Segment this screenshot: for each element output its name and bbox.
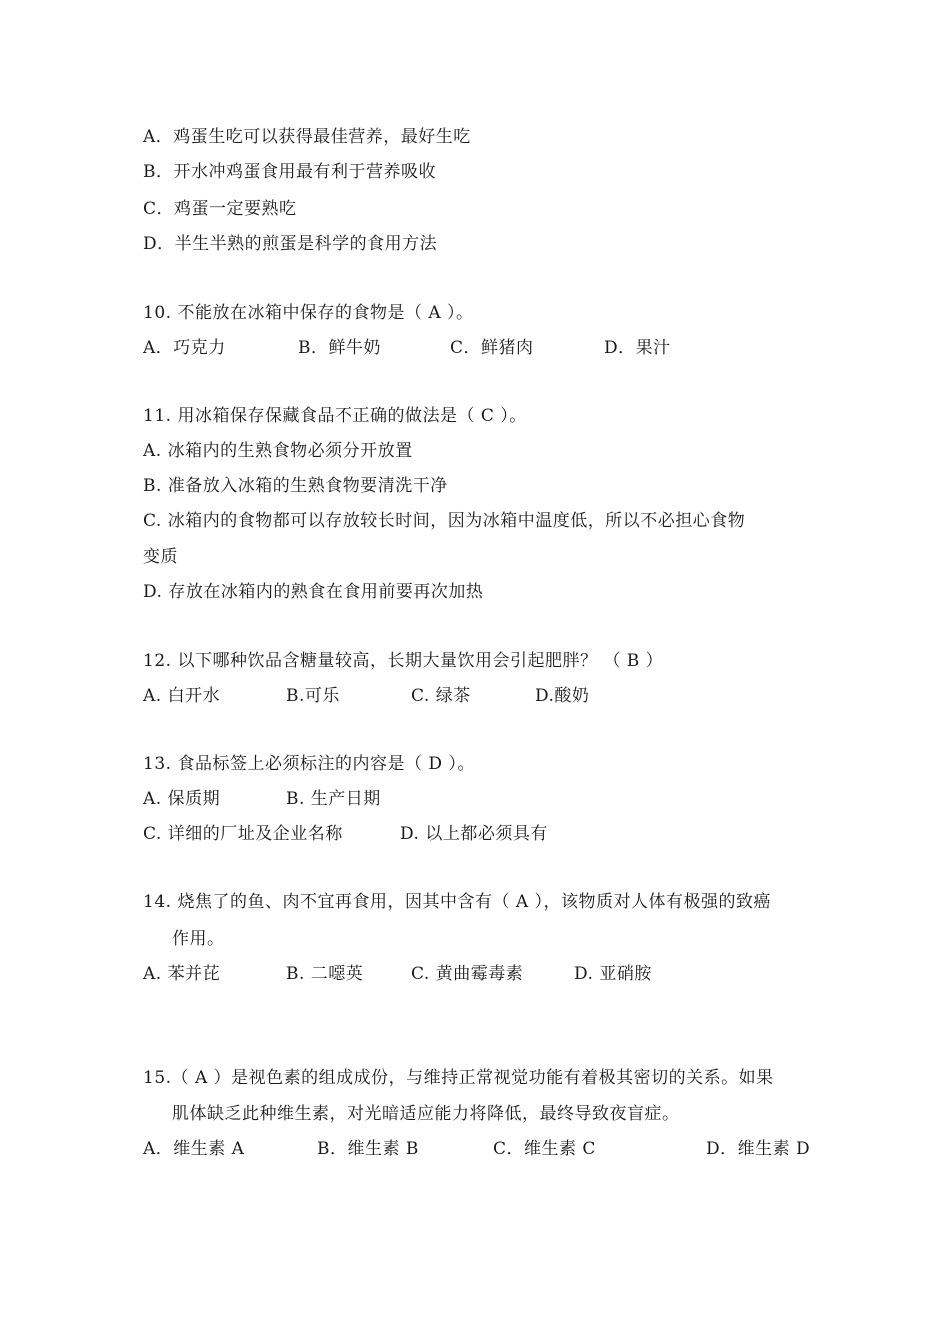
q15-option-a: A．维生素 A (143, 1139, 245, 1159)
q12-option-d: D.酸奶 (535, 686, 590, 706)
q9-option-c: C．鸡蛋一定要熟吃 (143, 199, 297, 219)
q12-stem: 12. 以下哪种饮品含糖量较高，长期大量饮用会引起肥胖？ （ B ） (143, 651, 664, 671)
q15-option-b: B．维生素 B (317, 1139, 419, 1159)
q12-option-b: B.可乐 (286, 686, 340, 706)
q14-stem-line-1: 14. 烧焦了的鱼、肉不宜再食用，因其中含有（ A ），该物质对人体有极强的致癌 (143, 892, 772, 912)
q13-option-b: B. 生产日期 (286, 789, 381, 809)
q13-option-a: A. 保质期 (143, 789, 221, 809)
q14-option-c: C. 黄曲霉毒素 (411, 964, 524, 984)
q11-option-b: B. 准备放入冰箱的生熟食物要清洗干净 (143, 476, 448, 496)
q9-option-a: A．鸡蛋生吃可以获得最佳营养，最好生吃 (143, 127, 471, 147)
q11-option-d: D. 存放在冰箱内的熟食在食用前要再次加热 (143, 582, 484, 602)
q14-option-b: B. 二噁英 (286, 964, 364, 984)
q11-option-c: C. 冰箱内的食物都可以存放较长时间，因为冰箱中温度低，所以不必担心食物 (143, 511, 746, 531)
q9-option-d: D．半生半熟的煎蛋是科学的食用方法 (143, 234, 438, 254)
q14-option-a: A. 苯并芘 (143, 964, 221, 984)
q13-stem: 13. 食品标签上必须标注的内容是（ D ）。 (143, 754, 475, 774)
q12-option-c: C. 绿茶 (411, 686, 471, 706)
q15-option-c: C．维生素 C (493, 1139, 596, 1159)
q10-option-c: C．鲜猪肉 (450, 338, 534, 358)
q15-stem-line-1: 15.（ A ）是视色素的组成成份，与维持正常视觉功能有着极其密切的关系。如果 (143, 1068, 774, 1088)
q14-stem-line-2: 作用。 (172, 929, 225, 949)
q12-option-a: A. 白开水 (143, 686, 221, 706)
q10-option-a: A．巧克力 (143, 338, 226, 358)
q13-option-d: D. 以上都必须具有 (400, 824, 548, 844)
q11-stem: 11. 用冰箱保存保藏食品不正确的做法是（ C ）。 (143, 406, 527, 426)
q13-option-c: C. 详细的厂址及企业名称 (143, 824, 343, 844)
q11-option-a: A. 冰箱内的生熟食物必须分开放置 (143, 441, 413, 461)
q11-option-c-continued: 变质 (143, 547, 178, 567)
q10-option-d: D．果汁 (604, 338, 671, 358)
q10-stem: 10. 不能放在冰箱中保存的食物是（ A ）。 (143, 303, 474, 323)
q9-option-b: B．开水冲鸡蛋食用最有利于营养吸收 (143, 162, 436, 182)
q15-stem-line-2: 肌体缺乏此种维生素，对光暗适应能力将降低，最终导致夜盲症。 (172, 1104, 680, 1124)
q10-option-b: B．鲜牛奶 (298, 338, 381, 358)
q15-option-d: D．维生素 D (706, 1139, 811, 1159)
q14-option-d: D. 亚硝胺 (574, 964, 652, 984)
